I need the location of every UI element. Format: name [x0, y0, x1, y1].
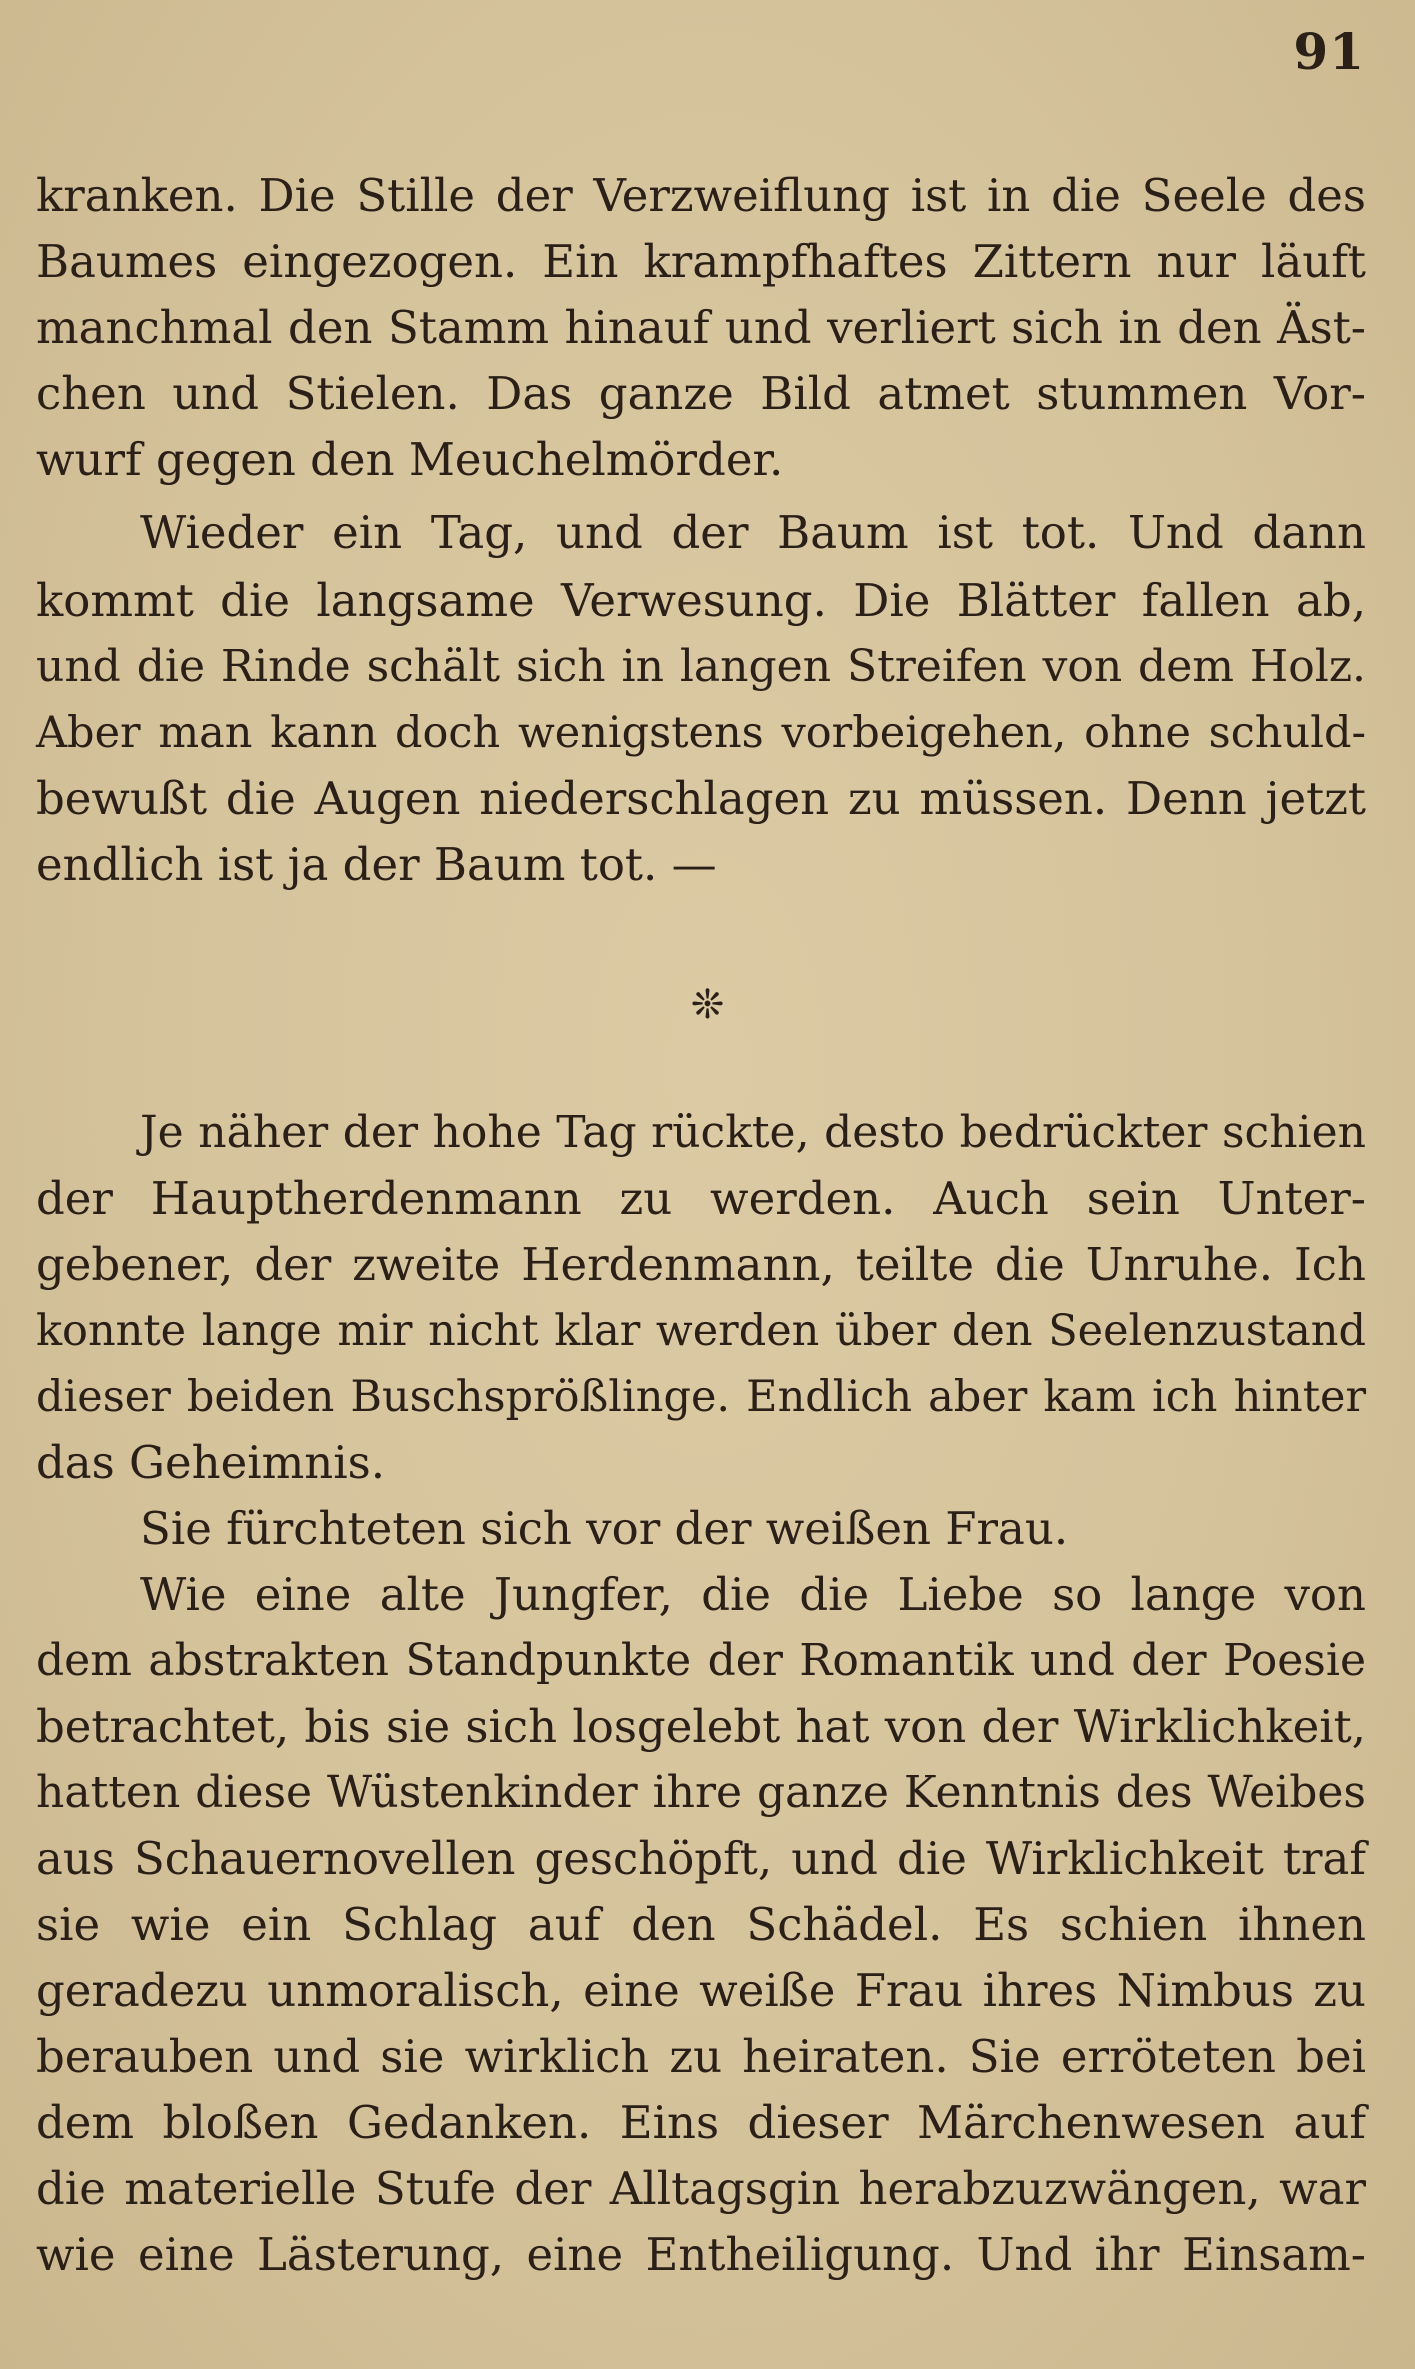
text-line: wurf gegen den Meuchelmörder. — [36, 433, 784, 486]
text-line: chen und Stielen. Das ganze Bild atmet stummen Vor- — [36, 367, 1366, 420]
text-line: Wie eine alte Jungfer, die die Liebe so lange von — [140, 1568, 1366, 1621]
text-line: dem bloßen Gedanken. Eins dieser Märchenwesen auf — [36, 2096, 1366, 2149]
text-line: und die Rinde schält sich in langen Streifen von dem Holz. — [36, 641, 1366, 692]
text-line: dieser beiden Buschsprößlinge. Endlich aber kam ich hinter — [36, 1372, 1366, 1422]
text-line: wie eine Lästerung, eine Entheiligung. Und ihr Einsam- — [36, 2228, 1366, 2281]
text-line: das Geheimnis. — [36, 1436, 386, 1489]
text-line: hatten diese Wüstenkinder ihre ganze Kenntnis des Weibes — [36, 1767, 1366, 1818]
text-line: konnte lange mir nicht klar werden über den Seelenzustand — [36, 1306, 1366, 1356]
text-line: kranken. Die Stille der Verzweiflung ist in die Seele des — [36, 169, 1366, 222]
text-line: die materielle Stufe der Alltagsgin herabzuzwängen, war — [36, 2162, 1366, 2215]
text-line: aus Schauernovellen geschöpft, und die Wirklichkeit traf — [36, 1832, 1366, 1885]
text-line: gebener, der zweite Herdenmann, teilte die Unruhe. Ich — [36, 1238, 1366, 1291]
text-line: sie wie ein Schlag auf den Schädel. Es schien ihnen — [36, 1898, 1366, 1951]
text-line: der Hauptherdenmann zu werden. Auch sein Unter- — [36, 1172, 1366, 1225]
page-number: 91 — [1293, 22, 1365, 81]
text-line: Je näher der hohe Tag rückte, desto bedrückter schien — [140, 1107, 1366, 1158]
text-line: betrachtet, bis sie sich losgelebt hat von der Wirklichkeit, — [36, 1700, 1366, 1753]
text-line: bewußt die Augen niederschlagen zu müssen. Denn jetzt — [36, 772, 1366, 825]
text-line: Baumes eingezogen. Ein krampfhaftes Zittern nur läuft — [36, 235, 1366, 288]
section-divider-asterism: ❊ — [690, 982, 725, 1028]
text-line: Wieder ein Tag, und der Baum ist tot. Und dann — [140, 506, 1366, 559]
text-line: dem abstrakten Standpunkte der Romantik und der Poesie — [36, 1635, 1366, 1686]
text-line: manchmal den Stamm hinauf und verliert sich in den Äst- — [36, 301, 1366, 354]
text-line: geradezu unmoralisch, eine weiße Frau ihres Nimbus zu — [36, 1964, 1366, 2017]
text-line: endlich ist ja der Baum tot. — — [36, 838, 717, 891]
text-line: kommt die langsame Verwesung. Die Blätter fallen ab, — [36, 574, 1366, 627]
text-line: Aber man kann doch wenigstens vorbeigehen, ohne schuld- — [36, 708, 1366, 758]
text-line: berauben und sie wirklich zu heiraten. Sie erröteten bei — [36, 2030, 1366, 2083]
text-line: Sie fürchteten sich vor der weißen Frau. — [140, 1502, 1069, 1555]
